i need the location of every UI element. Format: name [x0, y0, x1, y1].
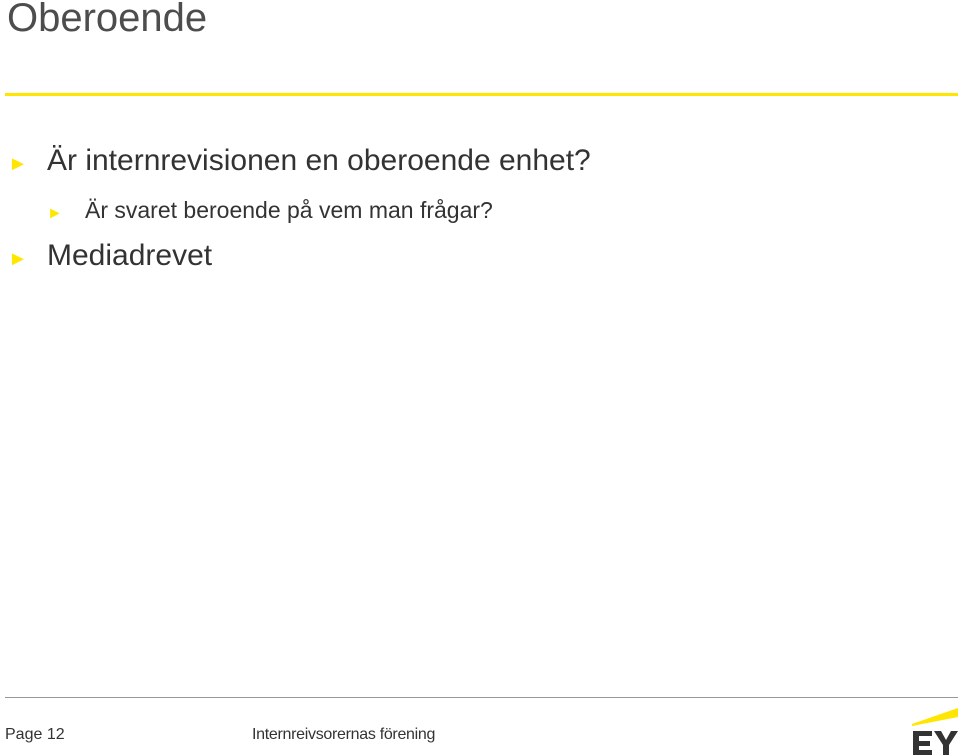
slide-title: Oberoende: [7, 0, 208, 40]
page-number: Page 12: [5, 726, 65, 743]
footer-divider: [5, 697, 958, 698]
bullet-arrow-icon: ►: [8, 153, 28, 175]
sub-bullet-item: [47, 196, 493, 228]
bullet-arrow-icon: ►: [47, 205, 63, 222]
bullet-text: Mediadrevet: [47, 239, 213, 272]
footer-organization: Internreivsorernas förening: [252, 726, 436, 743]
bullet-arrow-icon: ►: [8, 248, 28, 270]
title-underline: [5, 93, 958, 96]
sub-bullet-text: Är svaret beroende på vem man frågar?: [85, 197, 493, 223]
ey-logo: [906, 705, 960, 755]
bullet-item: [8, 144, 591, 181]
bullet-text: Är internrevisionen en oberoende enhet?: [47, 144, 591, 177]
bullet-item: [8, 239, 212, 276]
